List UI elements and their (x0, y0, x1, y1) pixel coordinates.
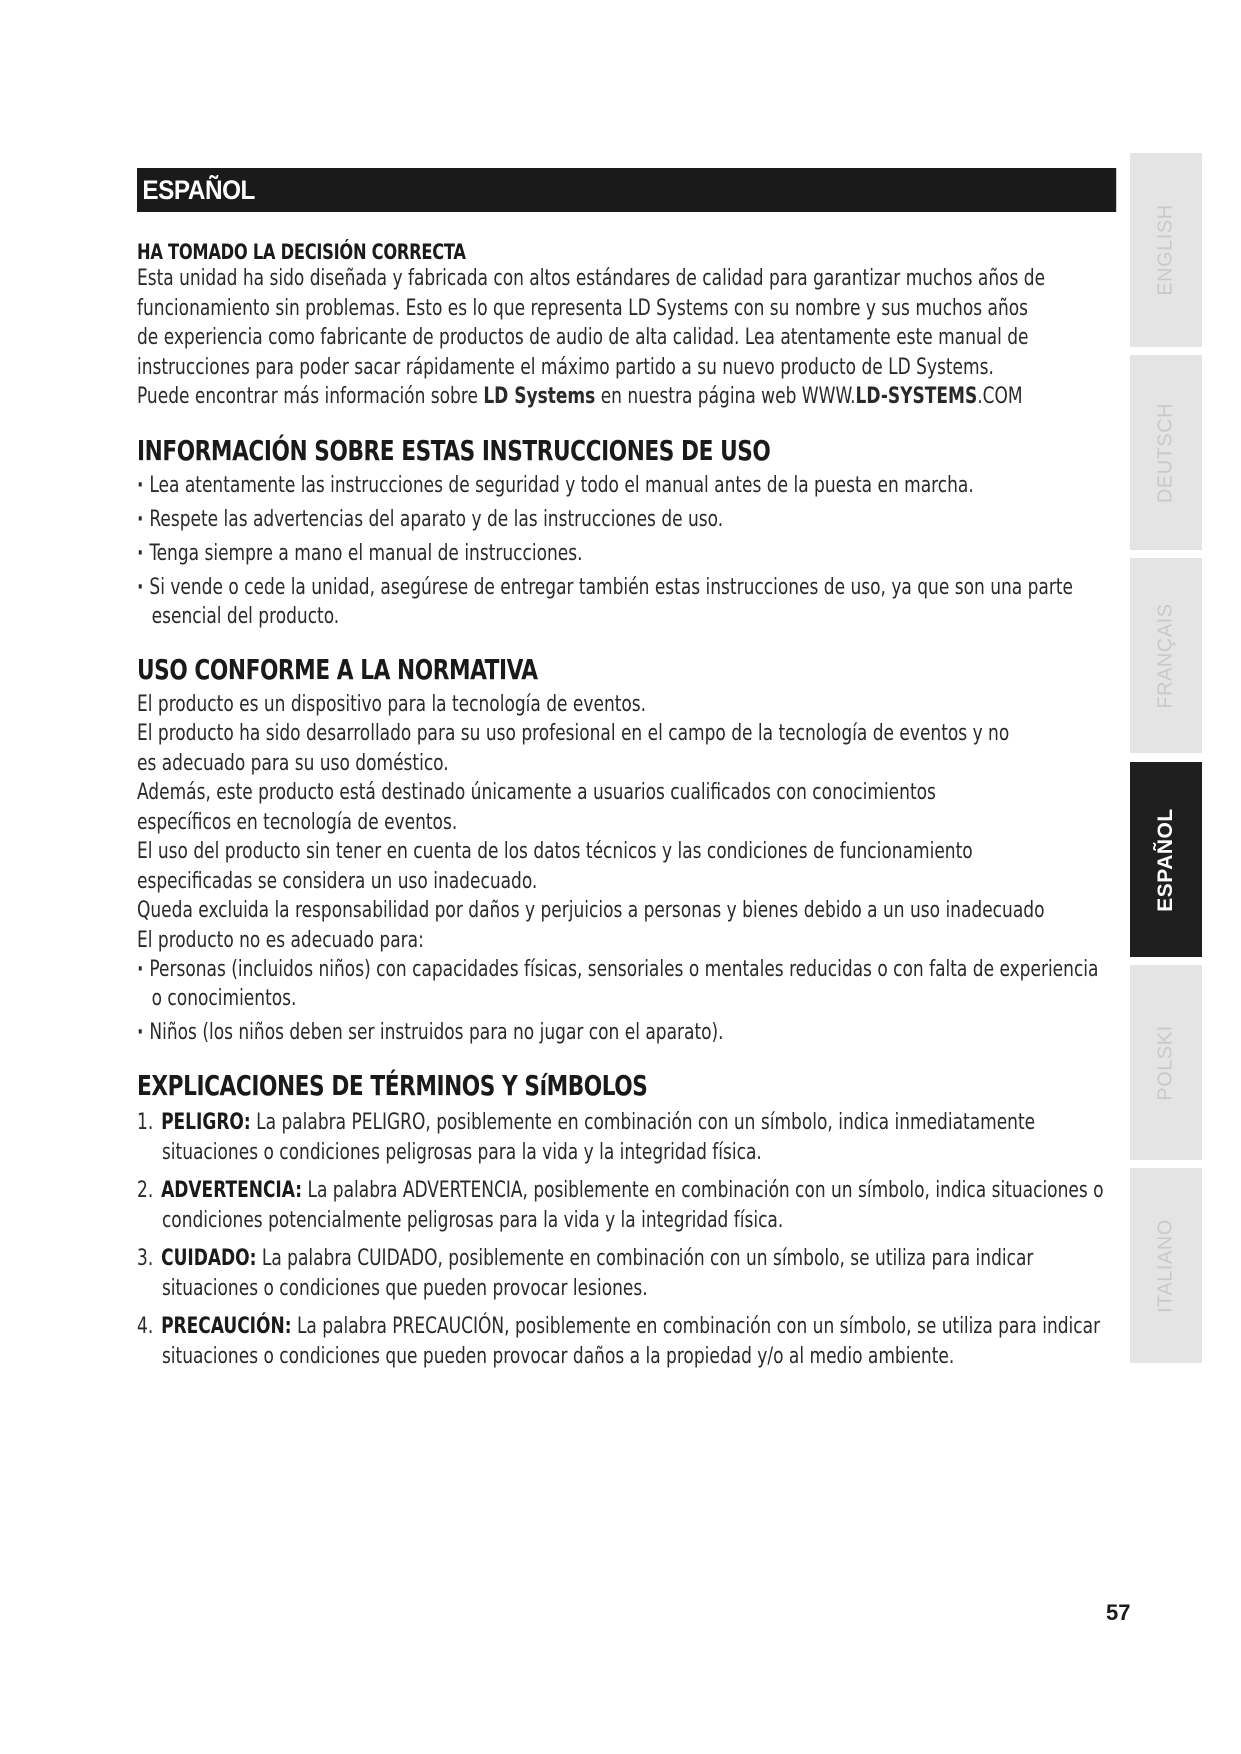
intro-web-line (137, 382, 1112, 412)
list-item: · Personas (incluidos niños) con capacidades físicas, sensoriales o mentales reducidas o con falta de experiencia o conocimientos. (137, 955, 1112, 1013)
intro-line: de experiencia como fabricante de productos de audio de alta calidad. Lea atentamente este manual de (137, 325, 1029, 350)
tab-espanol[interactable] (1130, 762, 1202, 957)
usage-line: El uso del producto sin tener en cuenta de los datos técnicos y las condiciones de funcionamiento (137, 839, 973, 864)
usage-line: El producto es un dispositivo para la tecnología de eventos. (137, 691, 647, 717)
tab-label: FRANÇAIS (1154, 602, 1177, 709)
list-item: · Lea atentamente las instrucciones de seguridad y todo el manual antes de la puesta en marcha. (137, 471, 1112, 500)
usage-line: El producto ha sido desarrollado para su uso profesional en el campo de la tecnología de eventos y no (137, 721, 1010, 746)
web-middle: en nuestra página web WWW. (595, 384, 856, 409)
term-item (137, 1108, 1112, 1168)
tab-label: POLSKI (1154, 1024, 1177, 1101)
intro-line: instrucciones para poder sacar rápidamente el máximo partido a su nuevo producto de LD Systems. (137, 354, 994, 380)
usage-line: es adecuado para su uso doméstico. (137, 750, 449, 776)
text-body (137, 240, 1112, 1372)
tab-polski[interactable] (1130, 965, 1202, 1160)
language-header: ESPAÑOL (137, 168, 1116, 212)
usage-line: Queda excluida la responsabilidad por daños y perjuicios a personas y bienes debido a un uso inadecuado (137, 898, 1045, 923)
page-number: 57 (1106, 1600, 1131, 1625)
intro-heading: HA TOMADO LA DECISIÓN CORRECTA (137, 240, 466, 264)
info-section (137, 434, 1112, 631)
list-item: · Niños (los niños deben ser instruidos para no jugar con el aparato). (137, 1018, 1112, 1047)
intro-section (137, 240, 1112, 412)
usage-bullet-list (137, 955, 1112, 1047)
term-label: CUIDADO: (161, 1246, 257, 1271)
term-item (137, 1176, 1112, 1236)
tab-italiano[interactable] (1130, 1168, 1202, 1363)
term-text: La palabra PRECAUCIÓN, posiblemente en combinación con un símbolo, se utiliza para indicar situaciones o condiciones que pueden provocar daños a la propiedad y/o al medio ambiente. (161, 1314, 1101, 1369)
brand-name: LD Systems (483, 384, 596, 409)
term-text: La palabra ADVERTENCIA, posiblemente en combinación con un símbolo, indica situaciones o condiciones potencialmente peligrosas para la vida y la integridad física. (161, 1178, 1104, 1233)
term-text: La palabra PELIGRO, posiblemente en combinación con un símbolo, indica inmediatamente situaciones o condiciones peligrosas para la vida y la integridad física. (161, 1110, 1036, 1165)
tab-label: ITALIANO (1154, 1218, 1177, 1313)
usage-line: específicos en tecnología de eventos. (137, 809, 458, 835)
list-item: · Respete las advertencias del aparato y de las instrucciones de uso. (137, 505, 1112, 534)
list-item: · Tenga siempre a mano el manual de instrucciones. (137, 539, 1112, 568)
tab-francais[interactable] (1130, 558, 1202, 753)
term-number: 1. (137, 1110, 154, 1135)
usage-line: especificadas se considera un uso inadecuado. (137, 868, 538, 894)
term-label: PELIGRO: (161, 1110, 251, 1135)
usage-line: Además, este producto está destinado únicamente a usuarios cualificados con conocimientos (137, 780, 936, 805)
terms-heading: EXPLICACIONES DE TÉRMINOS Y SíMBOLOS (137, 1069, 648, 1102)
terms-list (137, 1108, 1112, 1372)
info-heading: INFORMACIÓN SOBRE ESTAS INSTRUCCIONES DE USO (137, 433, 771, 467)
term-number: 4. (137, 1314, 154, 1339)
tab-english[interactable] (1130, 153, 1202, 347)
term-text: La palabra CUIDADO, posiblemente en combinación con un símbolo, se utiliza para indicar situaciones o condiciones que pueden provocar lesiones. (161, 1246, 1034, 1301)
tab-label: DEUTSCH (1154, 402, 1177, 503)
term-item (137, 1244, 1112, 1304)
intro-line: funcionamiento sin problemas. Esto es lo que representa LD Systems con su nombre y sus muchos años (137, 295, 1029, 321)
tab-deutsch[interactable] (1130, 355, 1202, 550)
page-content (137, 168, 1112, 1380)
usage-line: El producto no es adecuado para: (137, 927, 424, 953)
term-number: 3. (137, 1246, 154, 1271)
list-item: · Si vende o cede la unidad, asegúrese de entregar también estas instrucciones de uso, ya que son una parte esencial del producto. (137, 573, 1112, 631)
intro-line: Esta unidad ha sido diseñada y fabricada con altos estándares de calidad para garantizar muchos años de (137, 266, 1046, 291)
info-bullet-list (137, 471, 1112, 631)
term-item (137, 1312, 1112, 1372)
web-suffix: .COM (977, 384, 1023, 409)
web-prefix: Puede encontrar más información sobre (137, 384, 484, 409)
tab-label: ENGLISH (1154, 204, 1177, 296)
usage-heading: USO CONFORME A LA NORMATIVA (137, 652, 538, 686)
web-domain: LD-SYSTEMS (855, 384, 978, 409)
term-label: ADVERTENCIA: (161, 1178, 303, 1203)
term-label: PRECAUCIÓN: (161, 1314, 292, 1339)
usage-section (137, 653, 1112, 1048)
terms-section (137, 1069, 1112, 1372)
tab-label: ESPAÑOL (1154, 807, 1177, 912)
term-number: 2. (137, 1178, 154, 1203)
